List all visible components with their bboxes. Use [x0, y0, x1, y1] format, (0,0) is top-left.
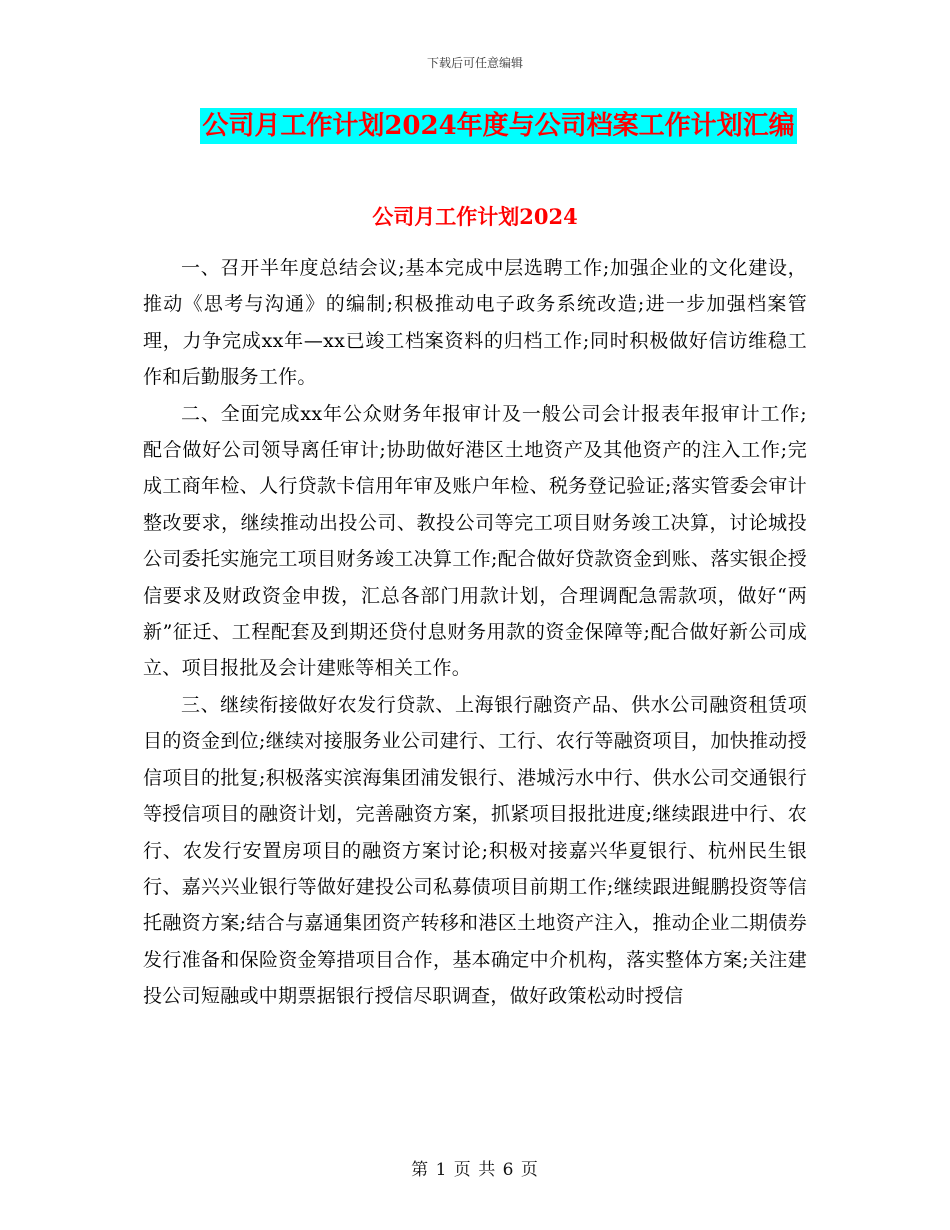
document-body — [143, 250, 807, 1015]
page-footer: 第 1 页 共 6 页 — [411, 1160, 539, 1180]
paragraph-1: 一、召开半年度总结会议;基本完成中层选聘工作;加强企业的文化建设，推动《思考与沟通》的编制;积极推动电子政务系统改造;进一步加强档案管理，力争完成xx年—xx已竣工档案资料的归档工作;同时积极做好信访维稳工作和后勤服务工作。 — [143, 257, 807, 389]
paragraph-2: 二、全面完成xx年公众财务年报审计及一般公司会计报表年报审计工作;配合做好公司领导离任审计;协助做好港区土地资产及其他资产的注入工作;完成工商年检、人行贷款卡信用年审及账户年检、税务登记验证;落实管委会审计整改要求，继续推动出投公司、教投公司等完工项目财务竣工决算，讨论城投公司委托实施完工项目财务竣工决算工作;配合做好贷款资金到账、落实银企授信要求及财政资金申拨，汇总各部门用款计划，合理调配急需款项，做好“两新”征迁、工程配套及到期还贷付息财务用款的资金保障等;配合做好新公司成立、项目报批及会计建账等相关工作。 — [143, 402, 807, 680]
document-title-container — [0, 108, 950, 144]
header-note: 下载后可任意编辑 — [426, 56, 523, 70]
paragraph-3: 三、继续衔接做好农发行贷款、上海银行融资产品、供水公司融资租赁项目的资金到位;继续对接服务业公司建行、工行、农行等融资项目，加快推动授信项目的批复;积极落实滨海集团浦发银行、港城污水中行、供水公司交通银行等授信项目的融资计划，完善融资方案，抓紧项目报批进度;继续跟进中行、农行、农发行安置房项目的融资方案讨论;积极对接嘉兴华夏银行、杭州民生银行、嘉兴兴业银行等做好建投公司私募债项目前期工作;继续跟进鲲鹏投资等信托融资方案;结合与嘉通集团资产转移和港区土地资产注入，推动企业二期债券发行准备和保险资金筹措项目合作，基本确定中介机构，落实整体方案;关注建投公司短融或中期票据银行授信尽职调查，做好政策松动时授信 — [143, 693, 807, 1008]
document-title: 公司月工作计划2024年度与公司档案工作计划汇编 — [200, 108, 796, 144]
section-title: 公司月工作计划2024 — [372, 204, 578, 229]
